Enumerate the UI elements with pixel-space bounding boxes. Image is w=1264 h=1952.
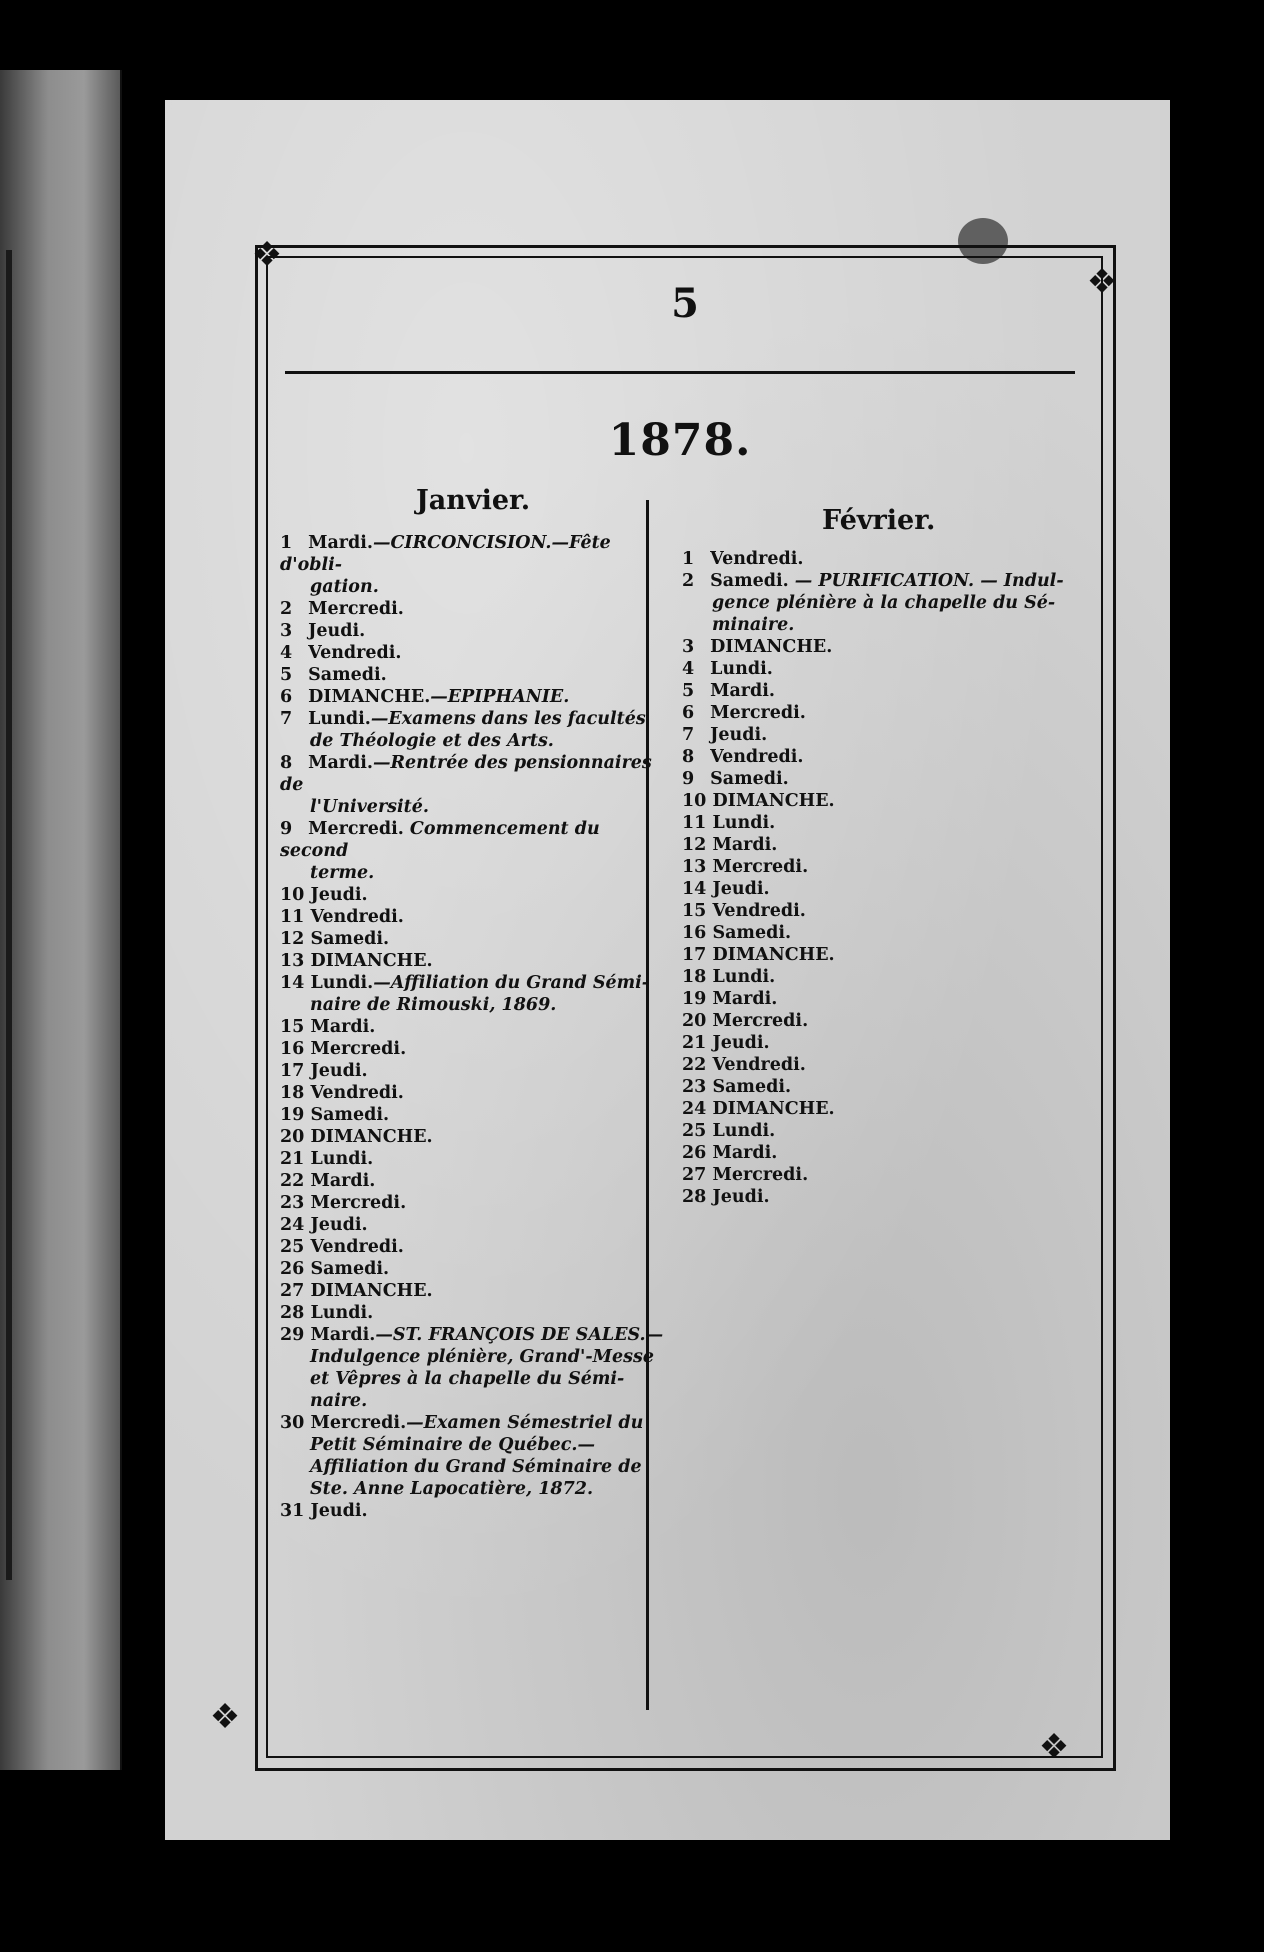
calendar-entry <box>280 1104 665 1126</box>
calendar-entry <box>280 664 665 686</box>
adjacent-page-rule <box>6 250 12 1580</box>
calendar-entry <box>280 1148 665 1170</box>
entry-weekday: Vendredi. <box>704 549 804 569</box>
entry-weekday: Lundi. <box>706 967 776 987</box>
entry-weekday: Vendredi. <box>302 643 402 663</box>
entry-day-number: 7 <box>682 725 695 745</box>
entry-note: —CIRCONCISION.—Fête d'obli- <box>280 533 611 575</box>
entry-weekday: Jeudi. <box>706 879 770 899</box>
entry-day-number: 15 <box>280 1017 305 1037</box>
entry-note: —Examens dans les facultés <box>370 709 646 729</box>
calendar-entry <box>682 746 1102 768</box>
entry-note-continued: Petit Séminaire de Québec.—Affiliation du Grand Séminaire de Ste. Anne Lapocatière, 1872. <box>310 1435 642 1499</box>
entry-day-number: 1 <box>280 533 293 553</box>
entry-day-number: 24 <box>682 1099 707 1119</box>
entry-day-number: 19 <box>280 1105 305 1125</box>
entry-weekday: Jeudi. <box>302 621 366 641</box>
entry-day-number: 1 <box>682 549 695 569</box>
entry-day-number: 6 <box>682 703 695 723</box>
page-number: 5 <box>671 280 699 327</box>
entry-day-number: 23 <box>682 1077 707 1097</box>
entry-weekday: Vendredi. <box>304 1083 404 1103</box>
calendar-year: 1878. <box>608 415 752 466</box>
entry-day-number: 9 <box>280 819 293 839</box>
entry-weekday: Samedi. <box>304 1105 390 1125</box>
calendar-entry <box>280 818 665 884</box>
entry-note: —Examen Sémestriel du <box>406 1413 644 1433</box>
entry-weekday: Vendredi. <box>706 1055 806 1075</box>
entry-day-number: 16 <box>682 923 707 943</box>
entry-day-number: 2 <box>280 599 293 619</box>
entry-weekday: DIMANCHE. <box>706 945 835 965</box>
month-title-janvier: Janvier. <box>416 485 531 516</box>
ornament-corner-icon: ❖ <box>209 1697 241 1737</box>
entry-day-number: 28 <box>280 1303 305 1323</box>
entry-day-number: 9 <box>682 769 695 789</box>
entry-day-number: 18 <box>682 967 707 987</box>
entry-weekday: Mardi. <box>304 1325 376 1345</box>
month-title-fevrier: Février. <box>822 505 936 536</box>
entry-day-number: 30 <box>280 1413 305 1433</box>
entry-weekday: Mardi. <box>706 1143 778 1163</box>
ornament-corner-icon: ❖ <box>1086 262 1118 302</box>
calendar-entry <box>280 1016 665 1038</box>
calendar-entry <box>682 878 1102 900</box>
calendar-entry <box>682 988 1102 1010</box>
entry-weekday: Mercredi. <box>302 819 404 839</box>
entry-weekday: Samedi. <box>704 571 789 591</box>
entry-weekday: Jeudi. <box>304 1061 368 1081</box>
entry-day-number: 25 <box>280 1237 305 1257</box>
entry-day-number: 4 <box>280 643 293 663</box>
entry-day-number: 15 <box>682 901 707 921</box>
calendar-entry <box>280 1412 665 1500</box>
calendar-entry <box>682 548 1102 570</box>
entry-weekday: DIMANCHE. <box>704 637 833 657</box>
entry-note-continued: naire de Rimouski, 1869. <box>310 995 557 1015</box>
calendar-entry <box>682 944 1102 966</box>
calendar-entry <box>280 1170 665 1192</box>
entry-note: —Affiliation du Grand Sémi- <box>373 973 650 993</box>
calendar-entry <box>682 768 1102 790</box>
calendar-entry <box>280 1214 665 1236</box>
entry-day-number: 14 <box>280 973 305 993</box>
entry-weekday: Mardi. <box>704 681 775 701</box>
entry-weekday: Mercredi. <box>706 857 809 877</box>
calendar-entry <box>682 966 1102 988</box>
calendar-entry <box>682 922 1102 944</box>
entry-day-number: 17 <box>682 945 707 965</box>
entry-weekday: Samedi. <box>302 665 387 685</box>
entry-weekday: Samedi. <box>704 769 789 789</box>
calendar-entry <box>682 900 1102 922</box>
entry-day-number: 26 <box>682 1143 707 1163</box>
entry-weekday: Mardi. <box>302 533 373 553</box>
entry-day-number: 31 <box>280 1501 305 1521</box>
entry-day-number: 4 <box>682 659 695 679</box>
entry-day-number: 10 <box>280 885 305 905</box>
entry-day-number: 27 <box>682 1165 707 1185</box>
entry-note-continued: terme. <box>310 863 375 883</box>
entry-day-number: 21 <box>280 1149 305 1169</box>
entry-weekday: Vendredi. <box>304 1237 404 1257</box>
calendar-entry <box>280 1258 665 1280</box>
entry-weekday: Mercredi. <box>706 1165 809 1185</box>
entry-weekday: Mardi. <box>706 989 778 1009</box>
entry-weekday: Mardi. <box>302 753 373 773</box>
entry-day-number: 21 <box>682 1033 707 1053</box>
entry-note: Commencement du second <box>280 819 600 861</box>
calendar-entry <box>280 1060 665 1082</box>
entry-day-number: 13 <box>682 857 707 877</box>
calendar-entry <box>682 702 1102 724</box>
entry-weekday: Vendredi. <box>304 907 404 927</box>
entry-weekday: Jeudi. <box>304 1215 368 1235</box>
entry-day-number: 12 <box>280 929 305 949</box>
entry-note: —Rentrée des pensionnaires de <box>280 753 652 795</box>
entry-weekday: Vendredi. <box>706 901 806 921</box>
entry-day-number: 11 <box>682 813 707 833</box>
entry-weekday: Lundi. <box>704 659 773 679</box>
calendar-entry <box>682 856 1102 878</box>
calendar-entry <box>280 906 665 928</box>
calendar-entry <box>682 658 1102 680</box>
entry-note: — PURIFICATION. — Indul- <box>788 571 1064 591</box>
calendar-entry <box>682 834 1102 856</box>
entry-day-number: 25 <box>682 1121 707 1141</box>
entry-weekday: Jeudi. <box>706 1187 770 1207</box>
entry-weekday: Lundi. <box>304 1303 374 1323</box>
calendar-entry <box>682 724 1102 746</box>
entry-weekday: Lundi. <box>304 973 374 993</box>
calendar-entry <box>280 708 665 752</box>
entry-note-continued: gation. <box>310 577 379 597</box>
calendar-entry <box>280 1500 665 1522</box>
calendar-entry <box>280 598 665 620</box>
calendar-entry <box>280 1280 665 1302</box>
entry-weekday: Mardi. <box>304 1171 376 1191</box>
entry-weekday: DIMANCHE. <box>304 951 433 971</box>
entry-weekday: Mardi. <box>304 1017 376 1037</box>
entry-day-number: 24 <box>280 1215 305 1235</box>
entry-day-number: 23 <box>280 1193 305 1213</box>
entry-note: —ST. FRANÇOIS DE SALES.— <box>375 1325 664 1345</box>
calendar-entry <box>280 620 665 642</box>
entry-weekday: Lundi. <box>706 1121 776 1141</box>
entry-weekday: DIMANCHE. <box>706 791 835 811</box>
entry-weekday: Jeudi. <box>706 1033 770 1053</box>
entry-day-number: 6 <box>280 687 293 707</box>
entry-weekday: Jeudi. <box>304 885 368 905</box>
entry-day-number: 12 <box>682 835 707 855</box>
calendar-entry <box>682 1054 1102 1076</box>
entry-day-number: 28 <box>682 1187 707 1207</box>
entry-day-number: 5 <box>280 665 293 685</box>
entry-weekday: Mercredi. <box>304 1039 407 1059</box>
calendar-entry <box>682 1120 1102 1142</box>
calendar-entry <box>682 1098 1102 1120</box>
calendar-entry <box>682 636 1102 658</box>
entry-weekday: Lundi. <box>706 813 776 833</box>
calendar-entry <box>682 1164 1102 1186</box>
entry-day-number: 2 <box>682 571 695 591</box>
entry-day-number: 3 <box>280 621 293 641</box>
entry-day-number: 8 <box>682 747 695 767</box>
entry-day-number: 8 <box>280 753 293 773</box>
calendar-entry <box>280 686 665 708</box>
entry-day-number: 11 <box>280 907 305 927</box>
calendar-entry <box>280 1324 665 1412</box>
entry-day-number: 7 <box>280 709 293 729</box>
calendar-entry <box>682 1076 1102 1098</box>
entry-day-number: 18 <box>280 1083 305 1103</box>
calendar-entry <box>280 1236 665 1258</box>
entry-weekday: Jeudi. <box>704 725 768 745</box>
entry-weekday: Mercredi. <box>704 703 806 723</box>
entry-weekday: Vendredi. <box>704 747 804 767</box>
entry-day-number: 5 <box>682 681 695 701</box>
entry-weekday: Samedi. <box>304 1259 390 1279</box>
entry-weekday: Lundi. <box>302 709 371 729</box>
entry-note-continued: l'Université. <box>310 797 429 817</box>
entry-day-number: 22 <box>280 1171 305 1191</box>
entry-day-number: 29 <box>280 1325 305 1345</box>
entry-day-number: 20 <box>280 1127 305 1147</box>
entry-weekday: Samedi. <box>706 923 792 943</box>
calendar-entry <box>280 972 665 1016</box>
entry-day-number: 22 <box>682 1055 707 1075</box>
entry-weekday: DIMANCHE. <box>304 1127 433 1147</box>
entry-note-continued: Indulgence plénière, Grand'-Messe et Vêpres à la chapelle du Sémi-naire. <box>310 1347 654 1411</box>
entry-weekday: DIMANCHE. <box>302 687 431 707</box>
entry-day-number: 17 <box>280 1061 305 1081</box>
calendar-entry <box>280 1038 665 1060</box>
calendar-entry <box>280 642 665 664</box>
entry-note-continued: gence plénière à la chapelle du Sé-minaire. <box>712 593 1056 635</box>
calendar-entry <box>682 1186 1102 1208</box>
entry-weekday: Lundi. <box>304 1149 374 1169</box>
entry-note-continued: de Théologie et des Arts. <box>310 731 554 751</box>
entry-day-number: 26 <box>280 1259 305 1279</box>
calendar-entry <box>682 1010 1102 1032</box>
calendar-entry <box>280 1302 665 1324</box>
entry-weekday: Samedi. <box>304 929 390 949</box>
entry-weekday: DIMANCHE. <box>304 1281 433 1301</box>
ornament-corner-icon: ❖ <box>1038 1727 1070 1767</box>
calendar-entry <box>682 1142 1102 1164</box>
calendar-entry <box>682 812 1102 834</box>
entry-weekday: DIMANCHE. <box>706 1099 835 1119</box>
entry-day-number: 16 <box>280 1039 305 1059</box>
calendar-entry <box>682 680 1102 702</box>
calendar-entry <box>280 1126 665 1148</box>
calendar-entry <box>280 1192 665 1214</box>
entry-weekday: Mercredi. <box>304 1193 407 1213</box>
calendar-entry <box>280 884 665 906</box>
entry-day-number: 19 <box>682 989 707 1009</box>
entry-day-number: 13 <box>280 951 305 971</box>
header-rule <box>285 371 1075 374</box>
entry-day-number: 20 <box>682 1011 707 1031</box>
calendar-entry <box>682 790 1102 812</box>
entry-weekday: Jeudi. <box>304 1501 368 1521</box>
entry-weekday: Mercredi. <box>302 599 404 619</box>
entry-day-number: 27 <box>280 1281 305 1301</box>
janvier-entries <box>280 532 665 1522</box>
entry-day-number: 14 <box>682 879 707 899</box>
calendar-entry <box>280 532 665 598</box>
calendar-entry <box>280 752 665 818</box>
calendar-entry <box>280 950 665 972</box>
fevrier-entries <box>682 548 1102 1208</box>
entry-note: —EPIPHANIE. <box>430 687 570 707</box>
entry-weekday: Mercredi. <box>706 1011 809 1031</box>
calendar-entry <box>682 570 1102 636</box>
adjacent-page-edge <box>0 70 122 1770</box>
entry-weekday: Samedi. <box>706 1077 792 1097</box>
entry-day-number: 3 <box>682 637 695 657</box>
entry-weekday: Mardi. <box>706 835 778 855</box>
calendar-entry <box>280 1082 665 1104</box>
calendar-entry <box>682 1032 1102 1054</box>
ornament-corner-icon: ❖ <box>251 235 283 275</box>
entry-day-number: 10 <box>682 791 707 811</box>
entry-weekday: Mercredi. <box>304 1413 407 1433</box>
calendar-entry <box>280 928 665 950</box>
